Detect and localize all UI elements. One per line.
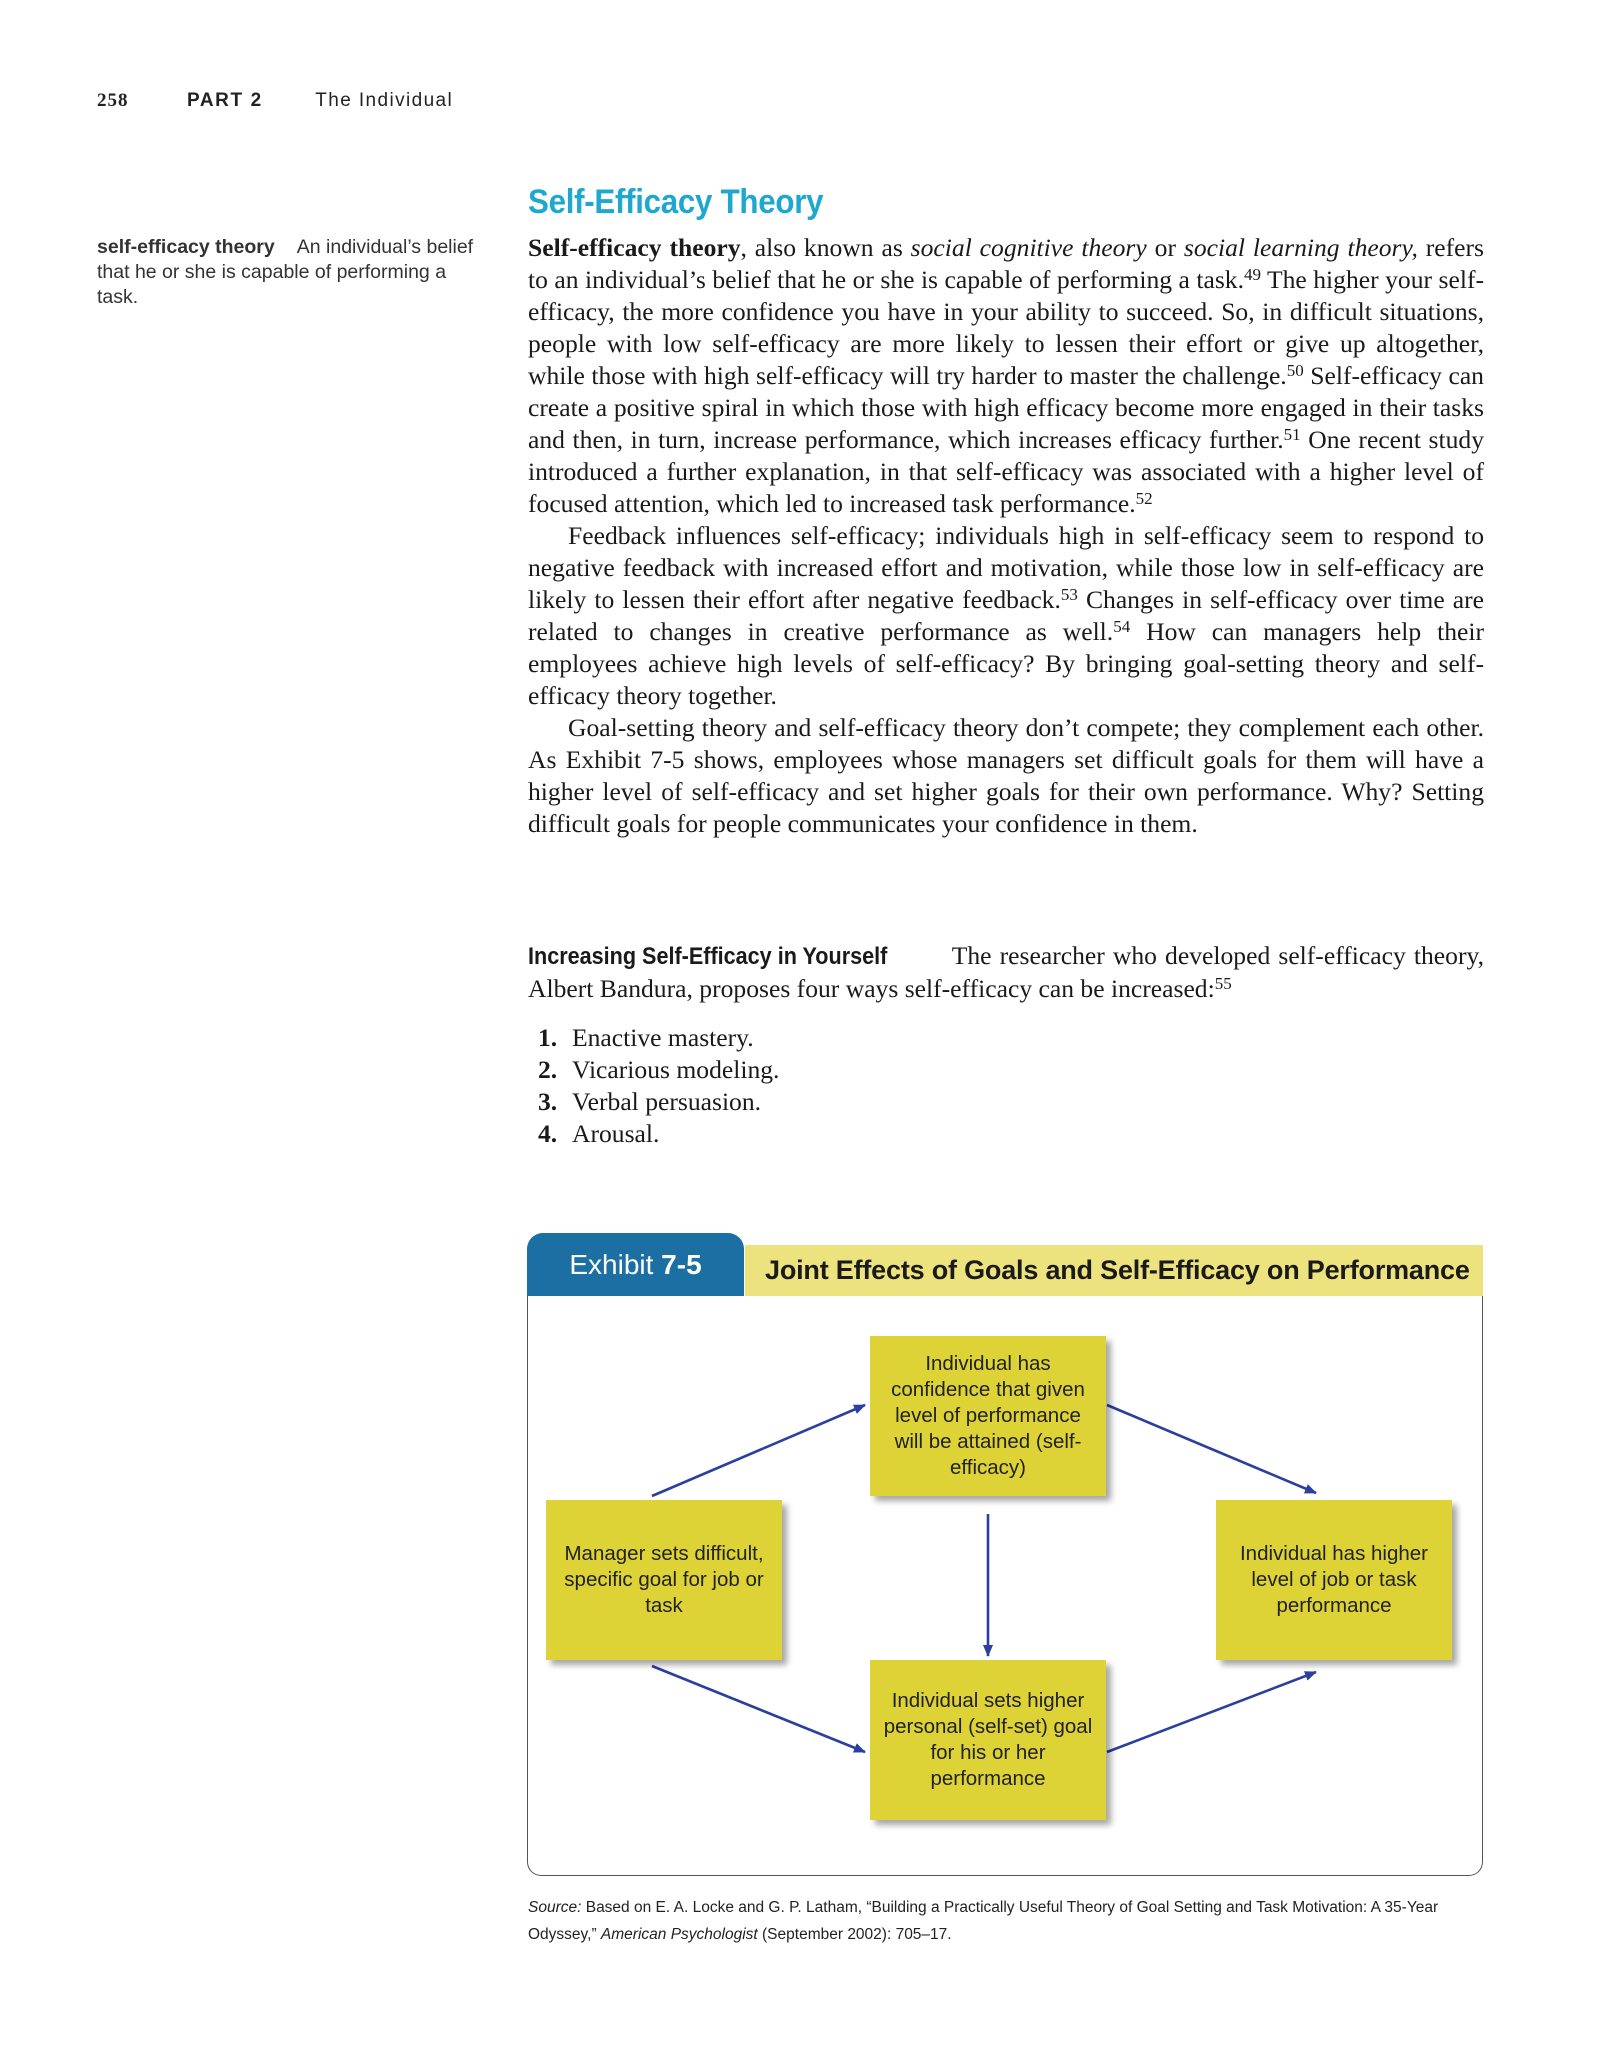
- box-manager-sets-goal: Manager sets difficult, specific goal for job or task: [546, 1500, 782, 1660]
- footnote-ref-50[interactable]: 50: [1286, 361, 1304, 380]
- section-label: The Individual: [315, 90, 454, 111]
- page-number: 258: [97, 90, 129, 111]
- list-text: Enactive mastery.: [572, 1023, 754, 1052]
- p1-text-2: or: [1146, 233, 1184, 262]
- source-label: Source:: [528, 1899, 582, 1916]
- p2-text-2: Changes in self-efficacy over time are related to changes in creative performance as well.: [528, 585, 1484, 646]
- part-label: PART 2: [186, 90, 263, 111]
- paragraph-3: Goal-setting theory and self-efficacy theory don’t compete; they complement each other. As Exhibit 7-5 shows, employees whose managers set difficult goals for them will have a higher level of self-efficacy and set higher goals for their own performance. Why? Setting difficult goals for people communicates your confidence in them.: [528, 713, 1484, 838]
- source-text-2: (September 2002): 705–17.: [757, 1926, 952, 1943]
- p2-text-1: Feedback influences self-efficacy; individuals high in self-efficacy seem to respond to negative feedback with increased effort and motivation, while those low in self-efficacy are likely to lessen their effort after negative feedback.: [528, 521, 1484, 614]
- subsection-heading: Increasing Self-Efficacy in Yourself: [528, 943, 888, 970]
- list-text: Vicarious modeling.: [572, 1055, 780, 1084]
- arrow-confidence-to-performance: [1107, 1405, 1316, 1493]
- list-number: 1.: [538, 1023, 558, 1052]
- footnote-ref-54[interactable]: 54: [1113, 617, 1131, 636]
- footnote-ref-49[interactable]: 49: [1243, 265, 1261, 284]
- arrow-personal-goal-to-performance: [1107, 1672, 1316, 1752]
- p1-text-1: , also known as: [740, 233, 911, 262]
- list-text: Verbal persuasion.: [572, 1087, 762, 1116]
- arrow-manager-to-confidence: [652, 1405, 865, 1496]
- source-text-1: Based on E. A. Locke and G. P. Latham, “Building a Practically Useful Theory of Goal Setting and Task Motivation: A 35-Year Odyssey,”: [528, 1899, 1439, 1943]
- alt-term-1: social cognitive theory: [910, 233, 1147, 262]
- p1-text-5: Self-efficacy can create a positive spiral in which those with high efficacy become more engaged in their tasks and then, in turn, increase performance, which increases efficacy further.: [528, 361, 1484, 454]
- footnote-ref-55[interactable]: 55: [1214, 974, 1232, 993]
- box-performance: Individual has higher level of job or task performance: [1216, 1500, 1452, 1660]
- list-number: 3.: [538, 1087, 558, 1116]
- list-text: Arousal.: [572, 1119, 660, 1148]
- exhibit-title: Joint Effects of Goals and Self-Efficacy on Performance: [745, 1245, 1483, 1296]
- section-title: Self-Efficacy Theory: [528, 183, 824, 221]
- p1-text-3: refers to an individual’s belief that he or she is capable of performing a task.: [528, 233, 1484, 294]
- subsection-text: The researcher who developed self-efficacy theory, Albert Bandura, proposes four ways self-efficacy can be increased:: [528, 941, 1484, 1003]
- list-number: 2.: [538, 1055, 558, 1084]
- arrow-manager-to-personal-goal: [652, 1666, 865, 1752]
- source-journal: American Psychologist: [600, 1926, 758, 1943]
- list-number: 4.: [538, 1119, 558, 1148]
- p1-text-6: One recent study introduced a further explanation, in that self-efficacy was associated with a higher level of focused attention, which led to increased task performance.: [528, 425, 1484, 518]
- box-personal-goal: Individual sets higher personal (self-set) goal for his or her performance: [870, 1660, 1106, 1820]
- margin-definition-text: An individual’s belief that he or she is capable of performing a task.: [97, 236, 474, 308]
- exhibit-label: Exhibit: [569, 1249, 654, 1280]
- footnote-ref-51[interactable]: 51: [1283, 425, 1301, 444]
- margin-term: self-efficacy theory: [97, 236, 275, 258]
- lead-term: Self-efficacy theory: [528, 233, 741, 262]
- alt-term-2: social learning theory,: [1183, 233, 1418, 262]
- p1-text-4: The higher your self-efficacy, the more confidence you have in your ability to succeed. So, in difficult situations, people with low self-efficacy are more likely to lessen their effort or give up altogether, while those with high self-efficacy will try harder to master the challenge.: [528, 265, 1484, 390]
- exhibit-number: 7-5: [661, 1249, 702, 1280]
- footnote-ref-52[interactable]: 52: [1135, 489, 1153, 508]
- p2-text-3: How can managers help their employees achieve high levels of self-efficacy? By bringing goal-setting theory and self-efficacy theory together.: [528, 617, 1484, 710]
- box-self-efficacy: Individual has confidence that given level of performance will be attained (self-efficacy): [870, 1336, 1106, 1496]
- source-note: [528, 1894, 1478, 1948]
- footnote-ref-53[interactable]: 53: [1060, 585, 1078, 604]
